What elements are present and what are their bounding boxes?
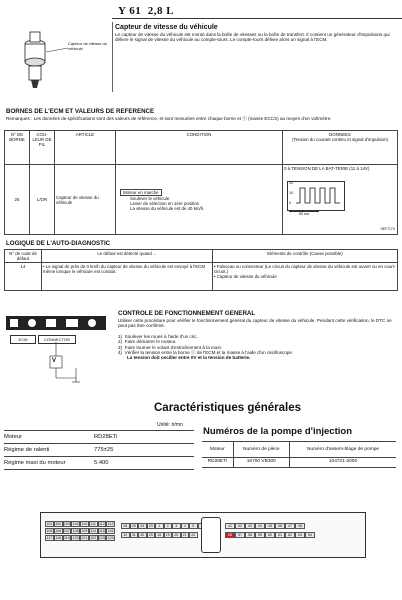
mode-icons-bar — [6, 316, 106, 330]
diag-table — [4, 249, 398, 291]
pin: 120 — [72, 536, 79, 540]
col-header-data — [283, 131, 398, 165]
pin: 19 — [164, 532, 173, 538]
sensor-callout: Capteur de vitesse du véhicule — [68, 41, 107, 51]
pin: 42 — [235, 523, 245, 529]
square-wave — [296, 185, 342, 205]
diag-cause-text: Faisceau ou connecteur (Le circuit du capteur de vitesse du véhicule est ouvert ou en court-circuit.) — [214, 264, 396, 274]
bornes-remarks: Remarques : Les données de spécifications sont des valeurs de référence, et sont mesurées entre chaque borne et ⓩ (masse ECCS) au moyen d'un voltmètre. — [6, 116, 332, 121]
pin: 61 — [275, 532, 285, 538]
pump-title: Numéros de la pompe d'injection — [203, 426, 353, 437]
condition-item: Levier de sélection en 1ère position — [130, 200, 200, 206]
terminal-cell: 26 — [5, 165, 30, 235]
overall-note: La tension doit osciller entre 0V et la tension de batterie. — [127, 355, 251, 361]
pin: 117 — [46, 536, 53, 540]
condition-list — [120, 196, 278, 211]
pin: 103 — [63, 522, 70, 526]
pin: 115 — [99, 529, 105, 533]
scope-y-label: 0 — [289, 201, 292, 205]
pin: 105 — [46, 529, 53, 533]
mode-icons — [6, 316, 106, 330]
overall-title: CONTROLE DE FONCTIONNEMENT GENERAL — [118, 310, 256, 317]
diag-cause-item: • Faisceau ou connecteur (Le circuit du capteur de vitesse du véhicule est ouvert ou en court-circuit.) — [214, 264, 396, 274]
diag-header-causes: Eléments de contrôle (Cause possible) — [213, 250, 398, 263]
scope-y-label: 20 — [289, 181, 294, 185]
pump-header-part: Numéro de pièce — [233, 442, 289, 458]
diag-cause-text: Capteur de vitesse du véhicule — [216, 274, 277, 279]
col-header-condition: CONDITION — [116, 131, 283, 165]
diag-detect-cell: • Le signal de près de 0 km/h du capteur de vitesse du véhicule est envoyé à l'ECM même lorsque le véhicule est conduit. — [42, 263, 213, 291]
bornes-title: BORNES DE L'ECM ET VALEURS DE REFERENCE — [6, 108, 155, 115]
diag-causes-cell — [213, 263, 398, 291]
article-cell: Capteur de vitesse du véhicule — [55, 165, 116, 235]
pin: 109 — [81, 529, 88, 533]
diag-title: LOGIQUE DE L'AUTO-DIAGNOSTIC — [6, 240, 111, 247]
overall-steps — [118, 334, 398, 361]
diag-cause-item: • Capteur de vitesse du véhicule — [214, 274, 277, 279]
overall-step-text: Soulever les roues à l'aide d'un cric. — [124, 333, 198, 339]
connector-right-block — [225, 523, 315, 538]
pin: 107 — [63, 529, 70, 533]
condition-item: Soulever le véhicule — [130, 195, 170, 201]
col-header-color: COU-LEUR DE FIL — [30, 131, 55, 165]
overall-step-text: Faire tourner le volant d'entraînement à la main. — [124, 344, 223, 350]
sensor-illustration — [10, 22, 110, 92]
pin: 112 — [99, 522, 105, 526]
pin-highlight: 26 — [225, 532, 235, 538]
pin: 32 — [121, 532, 130, 538]
diag-header-code: N° de code de défaut — [5, 250, 42, 263]
sensor-divider — [112, 22, 113, 92]
connector-latch — [201, 517, 221, 553]
pin: 22 — [189, 532, 198, 538]
pin: 110 — [81, 522, 88, 526]
sensor-section — [115, 24, 397, 43]
wire-color-cell: L/OR — [30, 165, 55, 235]
col-header-terminal: N° DE BORNE — [5, 131, 30, 165]
specs-table — [4, 430, 194, 470]
pin: 60 — [265, 532, 275, 538]
overall-step: 2) Faire démarrer le moteur. — [118, 339, 177, 345]
overall-step: 1) Soulever les roues à l'aide d'un cric. — [118, 333, 198, 339]
condition-item: La vitesse du véhicule est de 40 km/h. — [130, 205, 205, 211]
overall-section — [118, 310, 398, 361]
connector-left-block — [45, 521, 115, 551]
overall-step-text: Vérifier la tension entre la borne ⓩ de l'ECM et la masse à l'aide d'un oscilloscope. — [124, 350, 294, 356]
specs-row-value: 5.400 — [94, 460, 109, 466]
scope-y-label: 10 — [289, 191, 294, 195]
pin: 119 — [64, 536, 70, 540]
engine-size: 2,8 L — [147, 5, 175, 17]
specs-unit: Unité: tr/mn — [157, 422, 183, 428]
pump-header-engine: Moteur — [202, 442, 233, 458]
pump-part-cell: 16700 VB300 — [233, 458, 289, 468]
pin: 58 — [245, 532, 255, 538]
pin-row-right-top — [225, 523, 315, 529]
pin-row-left-bot — [45, 535, 115, 541]
pin: 4 — [181, 523, 190, 529]
oscilloscope-trace — [287, 181, 345, 211]
page-header — [118, 5, 174, 17]
pin: 18 — [155, 532, 164, 538]
condition-title: Moteur en marche — [120, 189, 162, 196]
bornes-table — [4, 130, 398, 235]
overall-step: 4) Vérifier la tension entre la borne ⓩ de l'ECM et la masse à l'aide d'un oscilloscope. — [118, 350, 294, 356]
pin: 5 — [189, 523, 198, 529]
pin: 29 — [147, 532, 156, 538]
ecm-connector — [40, 512, 366, 558]
specs-row-value: 775±25 — [94, 447, 114, 453]
pump-assembly-cell: 104721-2000 — [290, 458, 397, 468]
pin: 45 — [265, 523, 275, 529]
overall-step: 3) Faire tourner le volant d'entraînement à la main. — [118, 344, 223, 350]
specs-row — [4, 456, 194, 470]
pin-row-left-top — [45, 521, 115, 527]
pin: 3 — [172, 523, 181, 529]
specs-row-label: Régime maxi du moteur — [4, 460, 66, 466]
pump-table — [202, 441, 396, 468]
pin: 111 — [90, 522, 96, 526]
pin-row-right-bot — [225, 532, 315, 538]
scope-time-scale: 50 ms — [289, 211, 319, 217]
pin: 25 — [130, 523, 139, 529]
data-voltage-text: 0 à TENSION DE LA BAT-TERIE (11 à 14V) — [284, 166, 370, 171]
sensor-title: Capteur de vitesse du véhicule — [115, 24, 218, 31]
pin: 123 — [98, 536, 105, 540]
connector-box: CONNECTOR — [38, 335, 76, 344]
pin: 1 — [155, 523, 164, 529]
ecm-box: ECM — [10, 335, 36, 344]
specs-title: Caractéristiques générales — [154, 402, 302, 414]
pin: 124 — [107, 536, 114, 540]
pin: 108 — [72, 529, 79, 533]
pin: 47 — [285, 523, 295, 529]
header-rule — [112, 18, 402, 19]
pin: 30 — [138, 532, 147, 538]
voltmeter-label: V — [52, 358, 57, 364]
figure-ref: SEF717V — [380, 227, 395, 231]
pin: 59 — [255, 532, 265, 538]
model-code: Y 61 — [118, 5, 142, 17]
data-cell — [283, 165, 398, 235]
pin: 48 — [295, 523, 305, 529]
pin: 44 — [255, 523, 265, 529]
pin: 116 — [107, 529, 114, 533]
pin-row-left-mid — [45, 528, 115, 534]
pin: 20 — [172, 532, 181, 538]
sensor-description: Le capteur de vitesse du véhicule est monté dans la boîte de vitesses ou la boîte de transfert. Il contient un générateur d'impulsions qui délivre le signal de vitesse du véhicule au compte-tours. Le compte-tours délivre alors un signal à l'ECM. — [115, 32, 390, 43]
overall-intro: Utiliser cette procédure pour vérifier le fonctionnement général du capteur de vitesse du véhicule. Pendant cette vérification, le DTC ne peut pas être confirmé. — [118, 318, 392, 329]
pin: 102 — [55, 522, 62, 526]
meter-wiring — [6, 342, 110, 386]
pin: 21 — [181, 532, 190, 538]
pin: 106 — [55, 529, 62, 533]
pin: 104 — [72, 522, 79, 526]
diag-header-detect: Le défaut est détecté quand ... — [42, 250, 213, 263]
pin: 101 — [46, 522, 53, 526]
pin: 31 — [130, 532, 139, 538]
specs-row-label: Moteur — [4, 434, 23, 440]
specs-row — [4, 443, 194, 456]
pump-engine-cell: RD28ETi — [202, 458, 233, 468]
pin: 122 — [90, 536, 97, 540]
pump-header-assembly: Numéro d'assem-blage de pompe — [290, 442, 397, 458]
pin: 62 — [285, 532, 295, 538]
pin: 41 — [225, 523, 235, 529]
specs-row-value: RD28ETi — [94, 434, 118, 440]
pin: 24 — [138, 523, 147, 529]
diag-code-cell: 14 — [5, 263, 42, 291]
pin: 46 — [275, 523, 285, 529]
pin: 43 — [245, 523, 255, 529]
pin: 118 — [55, 536, 61, 540]
diag-detect-text: Le signal de près de 0 km/h du capteur de vitesse du véhicule est envoyé à l'ECM même lorsque le véhicule est conduit. — [43, 264, 206, 274]
col-header-article: ARTICLE — [55, 131, 116, 165]
pin: 23 — [147, 523, 156, 529]
specs-row-label: Régime de ralenti — [4, 447, 50, 453]
pin: 114 — [90, 529, 96, 533]
check-diagram — [6, 316, 110, 386]
pin: 2 — [164, 523, 173, 529]
pin: 28 — [121, 523, 130, 529]
data-header-subtitle: (Tension du courant continu et signal d'impulsion) — [291, 137, 389, 142]
pin: 113 — [107, 522, 114, 526]
pin: 121 — [81, 536, 88, 540]
pin: 64 — [305, 532, 315, 538]
pin: 57 — [235, 532, 245, 538]
pin: 63 — [295, 532, 305, 538]
overall-step-text: Faire démarrer le moteur. — [124, 339, 177, 345]
sensor-drawing — [10, 22, 110, 92]
specs-row — [4, 430, 194, 443]
condition-cell — [116, 165, 283, 235]
data-header-title: DONNEES — [329, 132, 351, 137]
